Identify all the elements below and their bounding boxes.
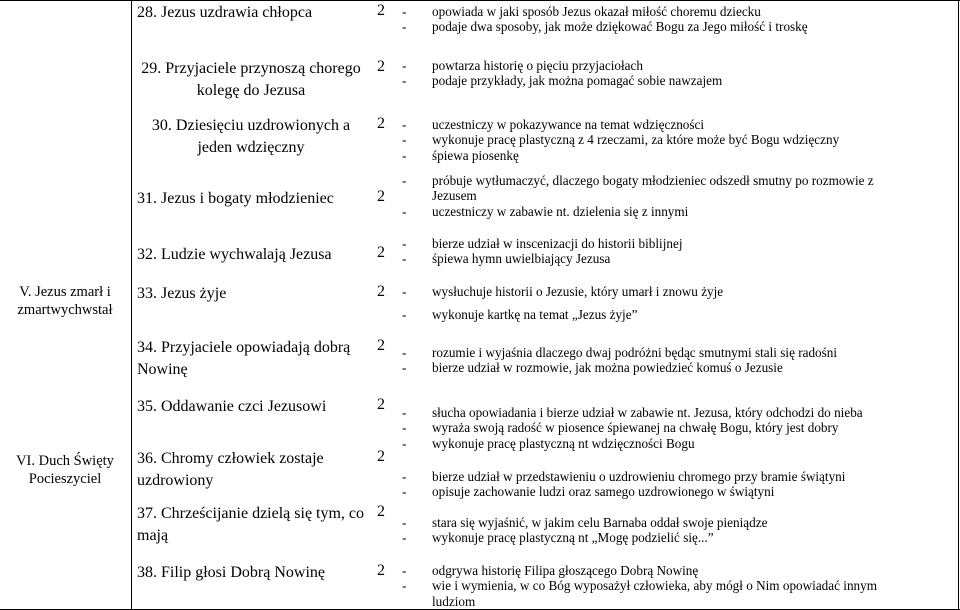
goal-item — [402, 117, 894, 132]
lesson-title: 35. Oddawanie czci Jezusowi — [137, 398, 327, 415]
lesson-title: 34. Przyjaciele opowiadają dobrą Nowinę — [137, 339, 351, 378]
goal-text: wykonuje kartkę na temat „Jezus żyje” — [432, 307, 638, 323]
lesson-title: 36. Chromy człowiek zostaje uzdrowiony — [137, 450, 324, 489]
goal-item — [402, 19, 894, 34]
lesson-title: 37. Chrześcijanie dzielą się tym, co mają — [137, 505, 365, 544]
bullet-dash: - — [402, 435, 407, 451]
hours-value: 2 — [377, 244, 385, 261]
goal-item — [402, 345, 894, 360]
goals-list — [402, 284, 894, 323]
bullet-dash: - — [402, 530, 407, 546]
goal-text: słucha opowiadania i bierze udział w zabawie nt. Jezusa, który odchodzi do nieba — [432, 405, 863, 420]
goal-item — [402, 204, 894, 219]
hours-value: 2 — [377, 337, 385, 354]
goal-item — [402, 284, 894, 299]
goals-list — [402, 469, 894, 500]
goal-item — [402, 530, 894, 545]
bullet-dash: - — [402, 484, 407, 500]
lesson-title: 31. Jezus i bogaty młodzieniec — [137, 190, 334, 207]
goal-text: powtarza historię o pięciu przyjaciołach — [432, 58, 643, 73]
bullet-dash: - — [402, 132, 407, 148]
bullet-dash: - — [402, 578, 407, 594]
goal-text: wyraża swoją radość w piosence śpiewanej na chwałę Bogu, który jest dobry — [432, 420, 839, 436]
goal-item — [402, 405, 894, 420]
goals-list — [402, 58, 894, 89]
goal-item — [402, 515, 894, 530]
hours-value: 2 — [377, 283, 385, 300]
lesson-title: 38. Filip głosi Dobrą Nowinę — [137, 564, 325, 581]
goal-item — [402, 469, 894, 484]
bullet-dash: - — [402, 420, 407, 436]
goals-list — [402, 515, 894, 546]
goal-text: podaje przykłady, jak można pomagać sobie nawzajem — [432, 73, 723, 89]
goals-list — [402, 236, 894, 267]
bullet-dash: - — [402, 405, 407, 420]
goal-text: uczestniczy w pokazywance na temat wdzięczności — [432, 117, 705, 132]
goal-text: wykonuje pracę plastyczną nt „Mogę podzielić się...” — [432, 530, 714, 546]
bullet-dash: - — [402, 73, 407, 89]
goal-text: uczestniczy w zabawie nt. dzielenia się z innymi — [432, 203, 689, 219]
lesson-title: 29. Przyjaciele przynoszą chorego kolegę do Jezusa — [141, 60, 361, 99]
bullet-dash: - — [402, 203, 407, 219]
goals-list — [402, 173, 894, 219]
bullet-dash: - — [402, 236, 407, 251]
section-label: VI. Duch Święty Pocieszyciel — [16, 453, 114, 487]
bullet-dash: - — [402, 563, 407, 578]
hours-value: 2 — [377, 503, 385, 520]
lesson-title: 28. Jezus uzdrawia chłopca — [137, 4, 313, 21]
goal-item — [402, 4, 894, 19]
goal-text: bierze udział w inscenizacji do historii biblijnej — [432, 236, 683, 251]
goals-list — [402, 4, 894, 35]
goal-item — [402, 73, 894, 88]
bullet-dash: - — [402, 117, 407, 132]
bullet-dash: - — [402, 19, 407, 35]
goal-text: opisuje zachowanie ludzi oraz samego uzdrowionego w świątyni — [432, 484, 775, 500]
hours-value: 2 — [377, 58, 385, 75]
hours-value: 2 — [377, 188, 385, 205]
goal-text: wysłuchuje historii o Jezusie, który umarł i znowu żyje — [432, 284, 724, 299]
lesson-title: 33. Jezus żyje — [137, 285, 227, 302]
goal-item — [402, 148, 894, 163]
hours-value: 2 — [377, 448, 385, 465]
bullet-dash: - — [402, 173, 407, 188]
column-divider — [958, 0, 959, 610]
goal-item — [402, 236, 894, 251]
goal-item — [402, 307, 894, 322]
bullet-dash: - — [402, 515, 407, 530]
goal-text: opowiada w jaki sposób Jezus okazał miłość choremu dziecku — [432, 4, 761, 19]
bullet-dash: - — [402, 284, 407, 299]
row-divider — [0, 0, 960, 1]
hours-value: 2 — [377, 2, 385, 19]
goals-list — [402, 563, 894, 609]
hours-value: 2 — [377, 396, 385, 413]
goal-item — [402, 360, 894, 375]
goals-list — [402, 117, 894, 163]
goal-item — [402, 578, 894, 609]
bullet-dash: - — [402, 307, 407, 323]
bullet-dash: - — [402, 345, 407, 360]
goal-item — [402, 563, 894, 578]
goals-list — [402, 345, 894, 376]
goal-text: wie i wymienia, w co Bóg wyposażył człowieka, aby mógł o Nim opowiadać innym ludziom — [432, 578, 877, 609]
bullet-dash: - — [402, 4, 407, 19]
goal-text: odgrywa historię Filipa głoszącego Dobrą Nowinę — [432, 563, 699, 578]
goals-list — [402, 405, 894, 451]
goal-text: bierze udział w rozmowie, jak można powiedzieć komuś o Jezusie — [432, 360, 783, 376]
bullet-dash: - — [402, 251, 407, 267]
goal-text: wykonuje pracę plastyczną z 4 rzeczami, za które może być Bogu wdzięczny — [432, 132, 840, 148]
goal-item — [402, 173, 894, 204]
bullet-dash: - — [402, 147, 407, 163]
bullet-dash: - — [402, 469, 407, 484]
goal-text: śpiewa hymn uwielbiający Jezusa — [432, 251, 611, 267]
goal-text: stara się wyjaśnić, w jakim celu Barnaba oddał swoje pieniądze — [432, 515, 768, 530]
goal-text: bierze udział w przedstawieniu o uzdrowieniu chromego przy bramie świątyni — [432, 469, 846, 484]
goal-item — [402, 484, 894, 499]
goal-text: rozumie i wyjaśnia dlaczego dwaj podróżni będąc smutnymi stali się radośni — [432, 345, 838, 360]
goal-text: śpiewa piosenkę — [432, 147, 519, 163]
goal-text: próbuje wytłumaczyć, dlaczego bogaty młodzieniec odszedł smutny po rozmowie z Jezusem — [432, 173, 874, 204]
goal-text: podaje dwa sposoby, jak może dziękować Bogu za Jego miłość i troskę — [432, 19, 808, 35]
goal-item — [402, 251, 894, 266]
hours-value: 2 — [377, 562, 385, 579]
bullet-dash: - — [402, 58, 407, 73]
lesson-title: 30. Dziesięciu uzdrowionych a jeden wdzięczny — [151, 117, 351, 156]
goal-text: wykonuje pracę plastyczną nt wdzięczności Bogu — [432, 435, 695, 451]
goal-item — [402, 132, 894, 147]
bullet-dash: - — [402, 360, 407, 376]
goal-item — [402, 420, 894, 435]
hours-value: 2 — [377, 115, 385, 132]
goal-item — [402, 436, 894, 451]
goal-item — [402, 58, 894, 73]
column-divider — [131, 0, 132, 610]
lesson-title: 32. Ludzie wychwalają Jezusa — [137, 246, 332, 263]
section-label: V. Jezus zmarł i zmartwychwstał — [17, 284, 113, 318]
